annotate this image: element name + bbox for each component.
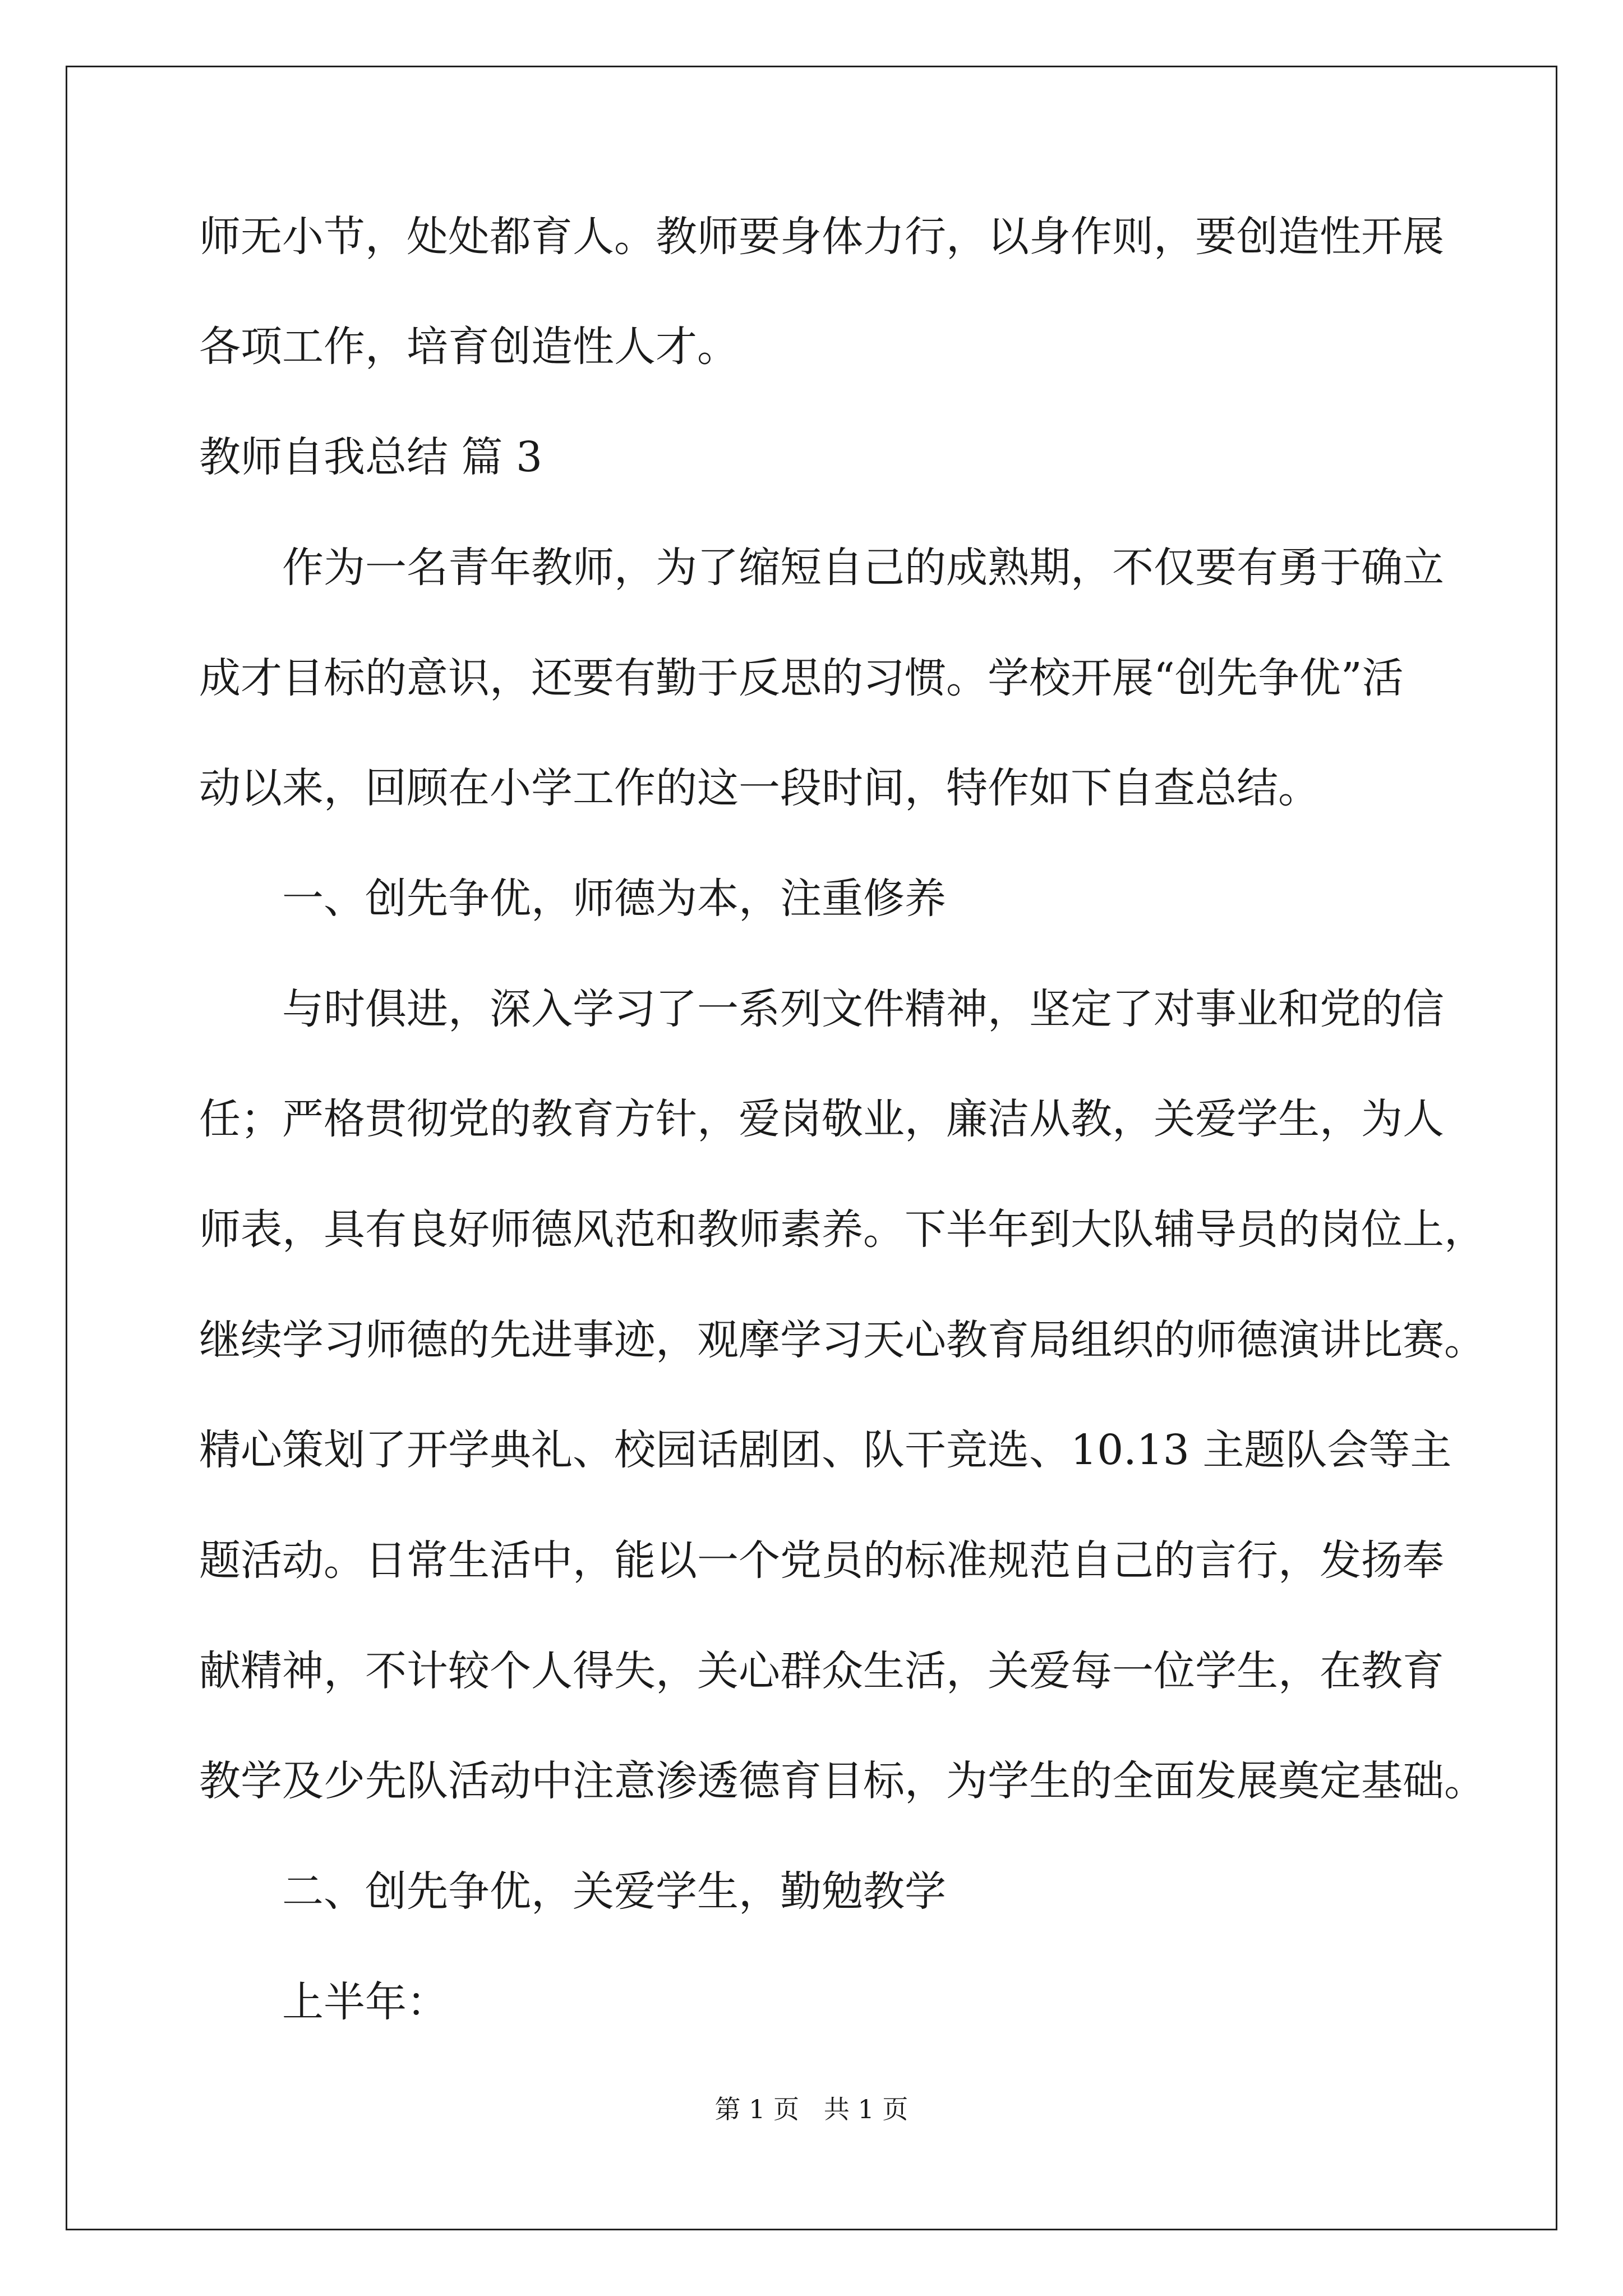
paragraph-line: 成才目标的意识，还要有勤于反思的习惯。学校开展“创先争优”活	[199, 654, 1404, 702]
paragraph-line: 题活动。日常生活中，能以一个党员的标准规范自己的言行，发扬奉	[199, 1536, 1444, 1585]
section-heading: 教师自我总结 篇 3	[199, 433, 543, 481]
paragraph-line: 作为一名青年教师，为了缩短自己的成熟期，不仅要有勇于确立	[282, 544, 1444, 592]
paragraph-line: 继续学习师德的先进事迹，观摩学习天心教育局组织的师德演讲比赛。	[199, 1316, 1486, 1364]
paragraph-line: 精心策划了开学典礼、校园话剧团、队干竞选、10.13 主题队会等主	[199, 1426, 1452, 1474]
paragraph-line: 各项工作，培育创造性人才。	[199, 323, 739, 371]
paragraph-line: 师表，具有良好师德风范和教师素养。下半年到大队辅导员的岗位上，	[199, 1205, 1486, 1254]
paragraph-line: 师无小节，处处都育人。教师要身体力行，以身作则，要创造性开展	[199, 213, 1444, 261]
paragraph-line: 动以来，回顾在小学工作的这一段时间，特作如下自查总结。	[199, 764, 1320, 812]
page-number-footer: 第 1 页 共 1 页	[714, 2094, 909, 2124]
paragraph-line: 与时俱进，深入学习了一系列文件精神，坚定了对事业和党的信	[282, 985, 1444, 1033]
subsection-heading: 一、创先争优，师德为本，注重修养	[282, 875, 946, 923]
paragraph-line: 上半年：	[282, 1978, 448, 2026]
paragraph-line: 任；严格贯彻党的教育方针，爱岗敬业，廉洁从教，关爱学生，为人	[199, 1095, 1444, 1143]
paragraph-line: 献精神，不计较个人得失，关心群众生活，关爱每一位学生，在教育	[199, 1647, 1444, 1695]
paragraph-line: 教学及少先队活动中注意渗透德育目标，为学生的全面发展奠定基础。	[199, 1757, 1486, 1805]
subsection-heading: 二、创先争优，关爱学生，勤勉教学	[282, 1867, 946, 1916]
